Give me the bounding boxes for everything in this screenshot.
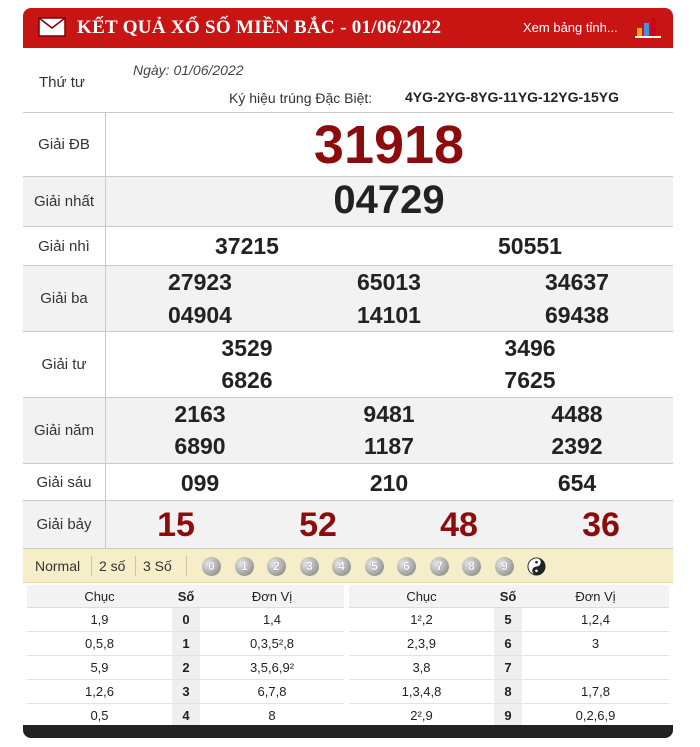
separator bbox=[186, 556, 187, 576]
so-cell: 3 bbox=[172, 680, 200, 704]
chuc-cell: 5,9 bbox=[27, 656, 172, 680]
so-cell: 7 bbox=[494, 656, 522, 680]
draw-info-row bbox=[23, 48, 673, 113]
mode-normal[interactable]: Normal bbox=[35, 558, 81, 574]
prize-number: 04904 bbox=[168, 302, 232, 328]
digit-ball-1[interactable]: 1 bbox=[235, 557, 254, 576]
prize-number: 36 bbox=[582, 506, 620, 544]
prize-label: Giải nhì bbox=[23, 227, 106, 265]
prize-row-fourth bbox=[23, 332, 673, 398]
loto-row bbox=[27, 656, 344, 680]
separator bbox=[135, 556, 136, 576]
donvi-cell: 1,2,4 bbox=[522, 608, 669, 632]
prize-number: 2163 bbox=[174, 401, 226, 427]
chuc-cell: 2,3,9 bbox=[349, 632, 494, 656]
prize-number: 4488 bbox=[551, 401, 603, 427]
loto-row bbox=[27, 632, 344, 656]
prize-label: Giải ba bbox=[23, 266, 106, 331]
so-cell: 5 bbox=[494, 608, 522, 632]
prize-number: 7625 bbox=[504, 367, 556, 393]
donvi-cell: 8 bbox=[200, 704, 344, 728]
view-provinces-link[interactable]: Xem bảng tỉnh... bbox=[523, 20, 618, 35]
loto-row bbox=[349, 632, 669, 656]
digit-ball-4[interactable]: 4 bbox=[332, 557, 351, 576]
prize-number: 31918 bbox=[313, 115, 465, 175]
prize-number: 65013 bbox=[357, 269, 421, 295]
chuc-cell: 1²,2 bbox=[349, 608, 494, 632]
prize-number: 1187 bbox=[364, 433, 414, 459]
prize-number: 15 bbox=[157, 506, 195, 544]
prize-row-seventh bbox=[23, 501, 673, 549]
prize-row-second bbox=[23, 227, 673, 266]
prize-number: 50551 bbox=[498, 233, 562, 259]
prize-label: Giải bảy bbox=[23, 501, 106, 548]
header-bar bbox=[23, 8, 673, 48]
mode-3-digits[interactable]: 3 Số bbox=[143, 558, 172, 574]
prize-row-sixth bbox=[23, 464, 673, 501]
donvi-cell: 1,4 bbox=[200, 608, 344, 632]
col-header-chuc: Chục bbox=[349, 585, 494, 608]
loto-table-left bbox=[27, 585, 344, 728]
mail-icon bbox=[38, 17, 66, 37]
chuc-cell: 1,2,6 bbox=[27, 680, 172, 704]
loto-table-right bbox=[349, 585, 669, 728]
col-header-chuc: Chục bbox=[27, 585, 172, 608]
page-title: KẾT QUẢ XỔ SỐ MIỀN BẮC - 01/06/2022 bbox=[77, 17, 442, 38]
prize-number: 099 bbox=[180, 470, 220, 496]
prize-row-fifth bbox=[23, 398, 673, 464]
so-cell: 9 bbox=[494, 704, 522, 728]
so-cell: 1 bbox=[172, 632, 200, 656]
donvi-cell: 3 bbox=[522, 632, 669, 656]
col-header-so: Số bbox=[172, 585, 200, 608]
so-cell: 6 bbox=[494, 632, 522, 656]
donvi-cell: 6,7,8 bbox=[200, 680, 344, 704]
separator bbox=[91, 556, 92, 576]
so-cell: 4 bbox=[172, 704, 200, 728]
loto-row bbox=[27, 680, 344, 704]
loto-stats-panel bbox=[23, 583, 673, 725]
mode-2-digits[interactable]: 2 số bbox=[99, 558, 126, 574]
so-cell: 2 bbox=[172, 656, 200, 680]
chuc-cell: 2²,9 bbox=[349, 704, 494, 728]
col-header-donvi: Đơn Vị bbox=[200, 585, 344, 608]
loto-row bbox=[349, 680, 669, 704]
weekday-label: Thứ tư bbox=[39, 74, 85, 91]
donvi-cell: 0,2,6,9 bbox=[522, 704, 669, 728]
so-cell: 8 bbox=[494, 680, 522, 704]
bar-chart-icon[interactable] bbox=[635, 14, 663, 38]
prize-label: Giải sáu bbox=[23, 464, 106, 500]
prize-number: 37215 bbox=[215, 233, 279, 259]
prize-number: 27923 bbox=[168, 269, 232, 295]
display-mode-toolbar bbox=[23, 549, 673, 583]
so-cell: 0 bbox=[172, 608, 200, 632]
digit-ball-0[interactable]: 0 bbox=[202, 557, 221, 576]
prize-number: 9481 bbox=[363, 401, 415, 427]
draw-date: Ngày: 01/06/2022 bbox=[133, 62, 244, 78]
lottery-result-card bbox=[23, 8, 673, 738]
special-code-value: 4YG-2YG-8YG-11YG-12YG-15YG bbox=[405, 89, 619, 105]
prize-number: 04729 bbox=[333, 178, 445, 222]
loto-row bbox=[349, 608, 669, 632]
digit-ball-7[interactable]: 7 bbox=[430, 557, 449, 576]
prize-number: 3496 bbox=[504, 335, 556, 361]
yin-yang-icon[interactable] bbox=[527, 557, 546, 576]
card-footer bbox=[23, 725, 673, 738]
prize-number: 6826 bbox=[221, 367, 273, 393]
prize-number: 210 bbox=[369, 470, 409, 496]
prize-number: 2392 bbox=[551, 433, 603, 459]
prize-row-first bbox=[23, 177, 673, 227]
chuc-cell: 1,3,4,8 bbox=[349, 680, 494, 704]
prize-number: 34637 bbox=[545, 269, 609, 295]
digit-ball-3[interactable]: 3 bbox=[300, 557, 319, 576]
prize-number: 52 bbox=[299, 506, 337, 544]
digit-ball-8[interactable]: 8 bbox=[462, 557, 481, 576]
chuc-cell: 3,8 bbox=[349, 656, 494, 680]
loto-row bbox=[349, 704, 669, 728]
prize-number: 48 bbox=[440, 506, 478, 544]
col-header-donvi: Đơn Vị bbox=[522, 585, 669, 608]
digit-ball-6[interactable]: 6 bbox=[397, 557, 416, 576]
prize-row-db bbox=[23, 113, 673, 177]
prize-number: 69438 bbox=[545, 302, 609, 328]
chuc-cell: 0,5,8 bbox=[27, 632, 172, 656]
donvi-cell: 1,7,8 bbox=[522, 680, 669, 704]
prize-number: 6890 bbox=[174, 433, 226, 459]
prize-row-third bbox=[23, 266, 673, 332]
prize-number: 3529 bbox=[221, 335, 273, 361]
prize-label: Giải ĐB bbox=[23, 113, 106, 176]
digit-ball-9[interactable]: 9 bbox=[495, 557, 514, 576]
digit-ball-5[interactable]: 5 bbox=[365, 557, 384, 576]
donvi-cell: 0,3,5²,8 bbox=[200, 632, 344, 656]
loto-row bbox=[27, 608, 344, 632]
special-code-label: Ký hiệu trúng Đặc Biệt: bbox=[229, 90, 373, 106]
prize-label: Giải năm bbox=[23, 398, 106, 463]
prize-number: 654 bbox=[557, 470, 597, 496]
prize-number: 14101 bbox=[357, 302, 421, 328]
col-header-so: Số bbox=[494, 585, 522, 608]
chuc-cell: 1,9 bbox=[27, 608, 172, 632]
prize-label: Giải tư bbox=[23, 332, 106, 397]
loto-row bbox=[27, 704, 344, 728]
donvi-cell: 3,5,6,9² bbox=[200, 656, 344, 680]
donvi-cell bbox=[522, 656, 669, 680]
chuc-cell: 0,5 bbox=[27, 704, 172, 728]
digit-ball-2[interactable]: 2 bbox=[267, 557, 286, 576]
loto-row bbox=[349, 656, 669, 680]
prize-label: Giải nhất bbox=[23, 177, 106, 226]
